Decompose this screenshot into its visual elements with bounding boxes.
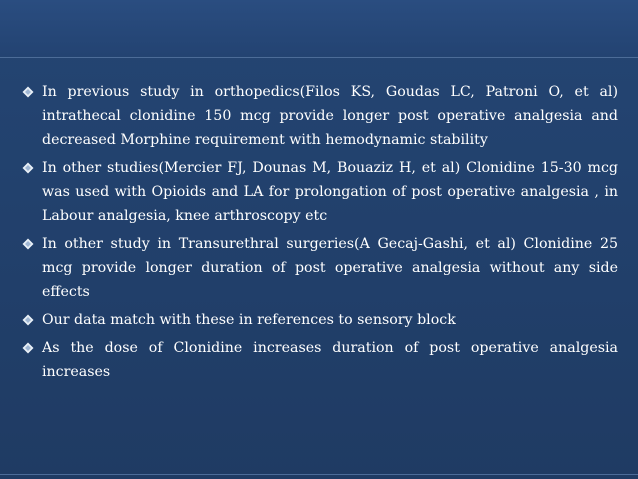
bullet-item [22,308,618,332]
bullet-text: As the dose of Clonidine increases duration of post operative analgesia increases [42,340,618,380]
bullet-text: In other studies(Mercier FJ, Dounas M, Bouaziz H, et al) Clonidine 15-30 mcg was used with Opioids and LA for prolongation of post operative analgesia , in Labour analgesia, knee arthroscopy etc [42,160,618,224]
bullet-item [22,336,618,384]
diamond-bullet-icon [22,238,34,250]
diamond-bullet-icon [22,162,34,174]
bullet-item [22,156,618,228]
slide-header-band [0,0,638,56]
header-divider [0,57,638,58]
diamond-bullet-icon [22,314,34,326]
bullet-item [22,80,618,152]
bullet-text: Our data match with these in references to sensory block [42,312,456,328]
bullet-item [22,232,618,304]
bullet-list [22,80,618,388]
footer-divider [0,474,638,475]
bullet-text: In previous study in orthopedics(Filos KS, Goudas LC, Patroni O, et al) intrathecal clonidine 150 mcg provide longer post operative analgesia and decreased Morphine requirement with hemodynamic stability [42,84,618,148]
diamond-bullet-icon [22,342,34,354]
diamond-bullet-icon [22,86,34,98]
bullet-text: In other study in Transurethral surgeries(A Gecaj-Gashi, et al) Clonidine 25 mcg provide longer duration of post operative analgesia without any side effects [42,236,618,300]
